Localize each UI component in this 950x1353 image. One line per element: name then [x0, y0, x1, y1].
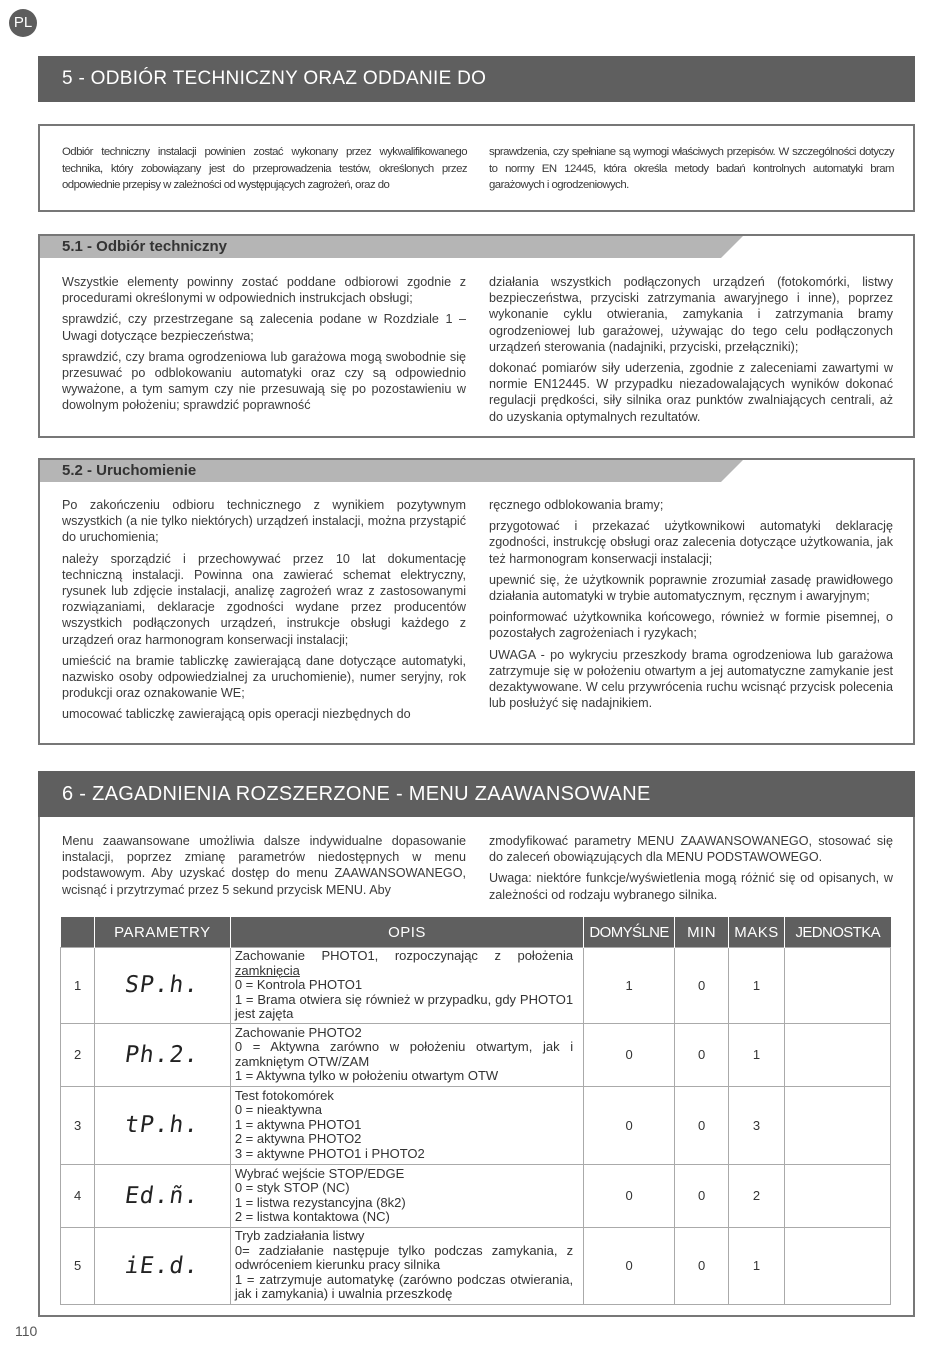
description-title: Zachowanie PHOTO2	[234, 1024, 362, 1040]
description-line: 0 = nieaktywna	[234, 1102, 322, 1118]
paragraph: Uwaga: niektóre funkcje/wyświetlenia mogą różnić się od opisanych, w zależności od rodzaju wybranego silnika.	[489, 871, 893, 902]
parameter-description	[230, 1086, 583, 1164]
header-blank	[61, 917, 95, 948]
section-5-1-title: 5.1 - Odbiór techniczny	[62, 238, 228, 255]
description-line: 0 = styk STOP (NC)	[234, 1180, 350, 1195]
description-line: 1 = zatrzymuje automatykę (zarówno podczas otwierania, jak i zamykania) i uwalnia przeszkodę	[234, 1271, 574, 1302]
parameters-table	[60, 917, 891, 1305]
min-value: 0	[675, 1086, 729, 1164]
section-5-2-title: 5.2 - Uruchomienie	[62, 462, 197, 479]
paragraph: UWAGA - po wykryciu przeszkody brama ogrodzeniowa lub garażowa zatrzymuje się w położeniu otwartym a jej automatyczne zamykanie jest dezaktywowane. W celu przywrócenia ruchu wcisnąć przycisk polecenia lub posłużyć się nadajnikiem.	[489, 647, 893, 711]
description-line: 3 = aktywne PHOTO1 i PHOTO2	[234, 1145, 425, 1161]
language-badge: PL	[9, 9, 37, 37]
parameter-description	[230, 1227, 583, 1304]
paragraph: dokonać pomiarów siły uderzenia, zgodnie z zaleceniami zawartymi w normie EN12445. W przypadku niezadowalających wyników dokonać regulacji prędkości, siły silnika oraz punktów zwalniających centrali, aż do uzyskania optymalnych rezultatów.	[489, 361, 893, 424]
table-row	[61, 1227, 891, 1304]
max-value: 2	[729, 1164, 785, 1227]
description-line: 1 = listwa rezystancyjna (8k2)	[234, 1194, 406, 1210]
header-min: MIN	[675, 917, 729, 948]
row-index: 3	[61, 1086, 95, 1164]
page-number: 110	[15, 1323, 38, 1339]
paragraph: Menu zaawansowane umożliwia dalsze indywidualne dopasowanie instalacji, poprzez zmianę parametrów niedostępnych w menu podstawowym. Aby uzyskać dostęp do menu ZAAWANSOWANEGO, wcisnąć i przytrzymać przez 5 sekund przycisk MENU. Aby	[62, 834, 466, 897]
paragraph: przygotować i przekazać użytkownikowi automatyki deklarację zgodności, instrukcję obsługi oraz zalecenia dotyczące użytkowania, jak też harmonogram konserwacji instalacji;	[489, 519, 893, 566]
header-opis: OPIS	[230, 917, 583, 948]
unit-value	[785, 948, 891, 1024]
section-5-intro-box	[38, 124, 915, 212]
paragraph: umieścić na bramie tabliczkę zawierającą dane dotyczące automatyki, nazwisko osoby odpowiedzialnej za uruchomienie), numer seryjny, rok produkcji oraz oznakowanie WE;	[62, 653, 466, 701]
header-domyslne: DOMYŚLNE	[584, 917, 675, 948]
section-6-right	[489, 833, 893, 908]
section-5-2-right	[489, 497, 893, 716]
unit-value	[785, 1023, 891, 1086]
table-row	[61, 948, 891, 1024]
row-index: 2	[61, 1023, 95, 1086]
section-5-title: 5 - ODBIÓR TECHNICZNY ORAZ ODDANIE DO	[38, 56, 915, 102]
row-index: 5	[61, 1227, 95, 1304]
title-underlined: zamknięcia	[234, 962, 300, 978]
unit-value	[785, 1227, 891, 1304]
paragraph: sprawdzić, czy przestrzegane są zalecenia podane w Rozdziale 1 – Uwagi dotyczące bezpieczeństwa;	[62, 312, 466, 343]
header-parametry: PARAMETRY	[94, 917, 230, 948]
parameter-description	[230, 1023, 583, 1086]
row-index: 4	[61, 1164, 95, 1227]
intro-right-text: sprawdzenia, czy spełniane są wymogi właściwych przepisów. W szczególności dotyczy to normy EN 12445, która określa metody badań kontrolnych automatyki bram garażowych i ogrodzeniowych.	[489, 146, 894, 191]
display-code: tP.h.	[123, 1112, 202, 1138]
display-code: SP.h.	[123, 972, 202, 999]
paragraph: umocować tabliczkę zawierającą opis operacji niezbędnych do	[62, 707, 411, 722]
header-jednostka: JEDNOSTKA	[785, 917, 891, 948]
description-line: 2 = aktywna PHOTO2	[234, 1131, 362, 1147]
paragraph: upewnić się, że użytkownik poprawnie zrozumiał zasadę prawidłowego działania automatyki w trybie automatycznym, ręcznym i awaryjnym;	[489, 572, 893, 604]
table-row	[61, 1086, 891, 1164]
default-value: 0	[584, 1086, 675, 1164]
title-part: Zachowanie PHOTO1, rozpoczynając z położenia	[234, 948, 574, 963]
paragraph: należy sporządzić i przechowywać przez 10 lat dokumentację techniczną instalacji. Powinna ona zawierać schemat elektryczny, rysunek lub zdjęcie instalacji, analizę zagrożeń wraz z zastosowanymi rozwiązaniami, deklaracje zgodności wydane przez producentów wszystkich podłączonych urządzeń, instrukcje obsługi każdego z urządzeń oraz harmonogram konserwacji instalacji;	[62, 551, 466, 647]
table-row	[61, 1164, 891, 1227]
section-6-left	[62, 833, 466, 903]
row-index: 1	[61, 948, 95, 1024]
table-row	[61, 1023, 891, 1086]
description-line: 2 = listwa kontaktowa (NC)	[234, 1209, 390, 1224]
description-line: 0 = Aktywna zarówno w położeniu otwartym, jak i zamkniętym OTW/ZAM	[234, 1039, 574, 1069]
paragraph: Po zakończeniu odbioru technicznego z wynikiem pozytywnym wszystkich (a nie tylko niektórych) urządzeń instalacji, można przystąpić do uruchomienia;	[62, 498, 466, 545]
section-5-1-left	[62, 274, 466, 419]
default-value: 0	[584, 1023, 675, 1086]
paragraph: działania wszystkich podłączonych urządzeń (fotokomórki, listwy bezpieczeństwa, przyciski zatrzymania awaryjnego i inne), poprzez wykonanie cyklu otwierania, zamykania i zatrzymania bramy ogrodzeniowej lub garażowej, używając do tego celu podłączonych urządzeń sterowania (nadajniki, przyciski, przełączniki);	[489, 275, 893, 354]
paragraph: poinformować użytkownika końcowego, również w formie pisemnej, o pozostałych zagrożeniach i ryzykach;	[489, 610, 893, 641]
parameter-description	[230, 948, 583, 1024]
section-5-2-left	[62, 497, 466, 728]
paragraph: ręcznego odblokowania bramy;	[489, 498, 664, 512]
description-line: 1 = Aktywna tylko w położeniu otwartym OTW	[234, 1068, 499, 1083]
display-code: Ed.ñ.	[123, 1182, 202, 1209]
header-maks: MAKS	[729, 917, 785, 948]
max-value: 1	[729, 1023, 785, 1086]
max-value: 1	[729, 948, 785, 1024]
description-line: 1 = Brama otwiera się również w przypadku, gdy PHOTO1 jest zajęta	[234, 991, 574, 1021]
description-line: 0 = Kontrola PHOTO1	[234, 977, 363, 992]
intro-left-text: Odbiór techniczny instalacji powinien zostać wykonany przez wykwalifikowanego technika, który zobowiązany jest do przeprowadzenia testów, określonych przez odpowiednie przepisy w zależności od występujących zagrożeń, oraz do	[62, 146, 467, 191]
min-value: 0	[675, 1023, 729, 1086]
paragraph: Wszystkie elementy powinny zostać poddane odbiorowi zgodnie z procedurami określonymi w odpowiednich instrukcjach obsługi;	[62, 275, 466, 306]
description-line: 1 = aktywna PHOTO1	[234, 1116, 362, 1132]
parameter-code	[94, 948, 230, 1024]
section-5-1-right	[489, 274, 893, 430]
paragraph: sprawdzić, czy brama ogrodzeniowa lub garażowa mogą swobodnie się przesuwać po odblokowaniu automatyki oraz czy są odpowiednio wyważone, a tym samym czy nie przesuwają się po pozostawieniu w dowolnym położeniu; sprawdzić poprawność	[62, 349, 466, 413]
min-value: 0	[675, 1164, 729, 1227]
display-code: iE.d.	[123, 1252, 202, 1279]
default-value: 1	[584, 948, 675, 1024]
parameter-code	[94, 1227, 230, 1304]
default-value: 0	[584, 1164, 675, 1227]
section-5-2-box	[38, 458, 915, 745]
section-5-1-box	[38, 234, 915, 438]
paragraph: zmodyfikować parametry MENU ZAAWANSOWANEGO, stosować się do zaleceń obowiązujących dla MENU PODSTAWOWEGO.	[489, 834, 893, 865]
min-value: 0	[675, 948, 729, 1024]
description-title: Tryb zadziałania listwy	[234, 1228, 365, 1244]
description-title: Wybrać wejście STOP/EDGE	[234, 1165, 405, 1181]
default-value: 0	[584, 1227, 675, 1304]
unit-value	[785, 1164, 891, 1227]
unit-value	[785, 1086, 891, 1164]
parameter-code	[94, 1086, 230, 1164]
table-header-row	[61, 917, 891, 948]
parameter-code	[94, 1164, 230, 1227]
section-6-title: 6 - ZAGADNIENIA ROZSZERZONE - MENU ZAAWANSOWANE	[38, 771, 915, 817]
description-line: 0= zadziałanie następuje tylko podczas zamykania, z odwróceniem kierunku pracy silnika	[234, 1242, 574, 1273]
description-title: Test fotokomórek	[234, 1087, 334, 1103]
min-value: 0	[675, 1227, 729, 1304]
max-value: 3	[729, 1086, 785, 1164]
parameter-description	[230, 1164, 583, 1227]
display-code: Ph.2.	[123, 1041, 202, 1068]
parameter-code	[94, 1023, 230, 1086]
max-value: 1	[729, 1227, 785, 1304]
description-title	[235, 949, 573, 978]
